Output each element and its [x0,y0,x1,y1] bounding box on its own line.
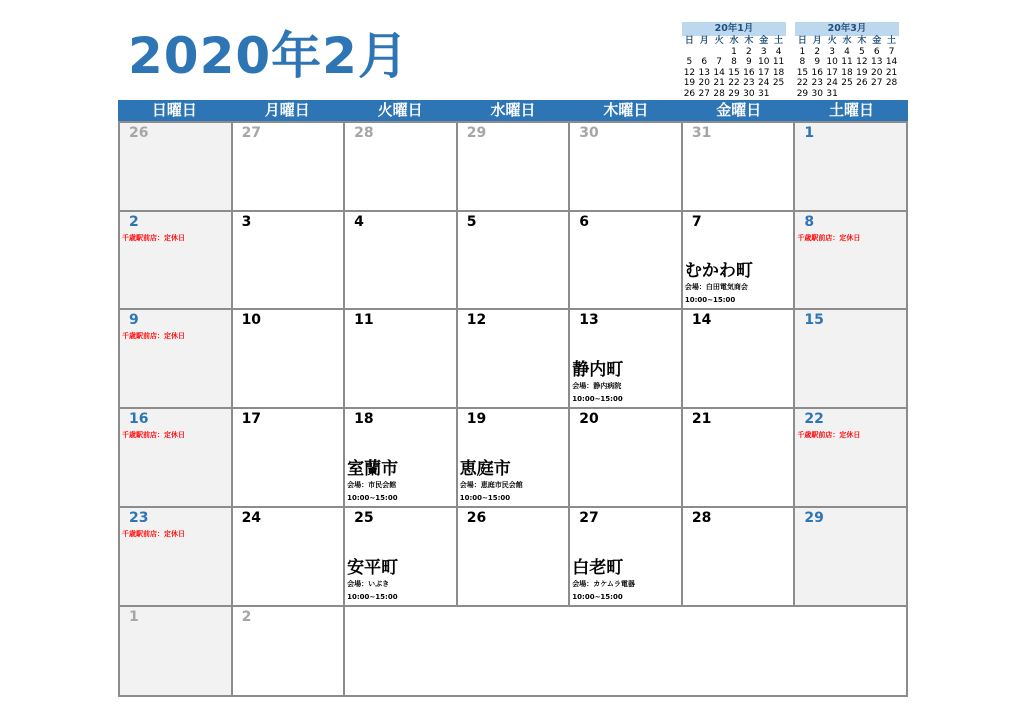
day-cell[interactable] [683,310,796,409]
mini-calendar-prev [682,22,786,100]
mini-day: 3 [760,46,767,57]
mini-day: 5 [686,57,693,68]
day-number: 27 [241,125,262,141]
mini-day: 16 [811,67,823,78]
mini-day [869,89,884,100]
day-cell[interactable] [795,123,908,212]
event-time: 10:00~15:00 [684,296,736,304]
closed-notice: 千歳駅前店：定休日 [122,530,185,538]
event-name: 恵庭市 [459,459,511,479]
mini-day: 20 [870,67,883,78]
mini-day: 14 [885,57,898,68]
mini-day: 21 [885,67,898,78]
mini-day: 6 [873,46,880,57]
mini-day: 24 [826,78,838,89]
day-number: 28 [691,510,712,526]
event-venue: 会場：恵庭市民会館 [459,481,523,489]
mini-day: 23 [743,78,755,89]
day-cell[interactable] [233,123,346,212]
day-number: 14 [691,312,712,328]
mini-calendar-next [795,22,899,100]
event-venue: 会場：いぶき [347,580,390,588]
mini-calendar-title: 20年3月 [795,22,899,36]
mini-day: 19 [683,78,696,89]
day-number: 12 [466,312,487,328]
day-cell[interactable] [795,508,908,607]
day-number: 25 [354,510,374,526]
day-number: 29 [804,510,824,526]
mini-day: 7 [888,46,895,57]
empty-area [345,607,908,697]
day-number: 1 [129,609,139,625]
mini-day: 30 [811,88,823,99]
event [347,459,398,505]
mini-weekday-label: 日 [684,36,694,46]
mini-day: 12 [856,57,868,68]
event-name: 室蘭市 [347,459,399,479]
event-time: 10:00~15:00 [572,593,623,601]
event-name: むかわ町 [684,261,753,281]
mini-weekday-label: 日 [797,36,807,46]
day-cell[interactable] [458,409,571,508]
calendar-grid [118,121,908,697]
mini-day: 22 [796,78,809,89]
mini-weekday-label: 金 [759,36,769,46]
mini-day: 3 [829,46,835,57]
mini-weekday-label: 火 [714,36,724,46]
mini-day: 30 [743,88,755,99]
day-number: 28 [354,125,374,141]
day-cell[interactable] [683,409,796,508]
mini-day: 9 [814,57,821,68]
day-cell[interactable] [570,123,683,212]
day-number: 24 [241,510,262,526]
day-cell[interactable] [120,607,233,697]
day-cell[interactable] [458,508,571,607]
day-number: 31 [691,125,712,141]
event [685,261,753,307]
day-number: 9 [129,312,139,328]
day-cell[interactable] [683,123,796,212]
event-venue: 会場：白田電気商会 [684,283,748,291]
mini-day: 28 [713,88,725,99]
day-number: 7 [691,214,702,230]
mini-day: 12 [683,67,696,78]
day-number: 8 [804,214,815,230]
day-cell[interactable] [570,409,683,508]
mini-day: 18 [772,67,785,78]
mini-day: 26 [856,78,868,89]
day-cell[interactable] [345,508,458,607]
event-time: 10:00~15:00 [572,395,623,403]
day-cell[interactable] [345,123,458,212]
mini-weekday-label: 金 [872,36,882,46]
mini-day [712,47,727,58]
day-number: 29 [466,125,487,141]
mini-day: 4 [844,46,850,57]
mini-day: 28 [885,78,898,89]
day-cell[interactable] [233,409,346,508]
mini-day: 11 [772,57,785,68]
mini-weekday-label: 月 [699,36,709,46]
mini-day: 15 [796,67,809,78]
day-number: 10 [241,312,262,328]
event [572,558,635,604]
weekday-header: 水曜日 [490,101,536,119]
event [572,360,623,406]
weekday-header: 月曜日 [264,101,310,119]
mini-day: 15 [728,67,740,78]
event [347,558,398,604]
day-cell[interactable] [795,212,908,310]
closed-notice: 千歳駅前店：定休日 [122,234,185,242]
mini-day: 24 [757,78,770,89]
day-cell[interactable] [458,310,571,409]
day-cell[interactable] [345,310,458,409]
day-cell[interactable] [120,508,233,607]
mini-weekday-label: 水 [729,36,739,46]
mini-day: 19 [856,67,868,78]
event [460,459,523,505]
event-name: 白老町 [572,558,624,578]
mini-day [682,47,697,58]
day-number: 30 [579,125,599,141]
day-number: 21 [691,411,712,427]
mini-day: 31 [826,88,838,99]
mini-day: 29 [728,88,740,99]
day-number: 13 [579,312,599,328]
event-time: 10:00~15:00 [459,494,511,502]
mini-day: 13 [870,57,883,68]
day-cell[interactable] [233,212,346,310]
day-number: 23 [129,510,149,526]
day-cell[interactable] [233,310,346,409]
event-venue: 会場：カケムラ電器 [572,580,635,588]
day-number: 2 [241,609,252,625]
mini-day: 8 [731,57,737,68]
weekday-header: 土曜日 [829,101,875,119]
weekday-header: 木曜日 [603,101,649,119]
event-venue: 会場：市民会館 [347,481,397,489]
mini-day: 29 [796,88,809,99]
mini-day: 27 [698,88,710,99]
mini-calendar-grid [682,36,786,100]
weekday-header-row [118,100,908,121]
day-cell[interactable] [120,212,233,310]
closed-notice: 千歳駅前店：定休日 [122,332,185,340]
day-cell[interactable] [345,212,458,310]
mini-day: 10 [826,57,838,68]
day-cell[interactable] [683,212,796,310]
mini-weekday-label: 月 [812,36,822,46]
mini-day: 31 [757,88,770,99]
mini-day: 27 [870,78,883,89]
mini-day: 8 [799,57,806,68]
mini-day: 17 [757,67,770,78]
mini-day: 11 [841,57,853,68]
mini-day: 25 [841,78,853,89]
mini-weekday-label: 土 [774,36,784,46]
mini-day: 18 [841,67,853,78]
mini-day: 1 [731,46,737,57]
mini-day: 20 [698,78,710,89]
mini-day [884,89,899,100]
day-number: 26 [466,510,487,526]
day-number: 18 [354,411,374,427]
mini-day [697,47,712,58]
day-number: 4 [354,214,364,230]
day-number: 3 [241,214,252,230]
day-number: 6 [579,214,590,230]
day-number: 22 [804,411,824,427]
mini-day: 17 [826,67,838,78]
day-cell[interactable] [120,310,233,409]
mini-day: 6 [701,57,708,68]
day-number: 17 [241,411,262,427]
weekday-header: 日曜日 [151,101,197,119]
day-number: 27 [579,510,599,526]
event-venue: 会場：静内病院 [572,382,622,390]
closed-notice: 千歳駅前店：定休日 [122,431,185,439]
event-time: 10:00~15:00 [347,494,398,502]
mini-day: 10 [757,57,770,68]
day-number: 20 [579,411,599,427]
mini-day: 2 [745,46,752,57]
event-name: 静内町 [572,360,624,380]
day-cell[interactable] [233,508,346,607]
mini-day: 2 [814,46,821,57]
closed-notice: 千歳駅前店：定休日 [797,234,861,242]
day-cell[interactable] [683,508,796,607]
page-title: 2020年2月 [128,27,409,85]
closed-notice: 千歳駅前店：定休日 [797,431,861,439]
mini-day: 14 [713,67,725,78]
mini-day: 16 [743,67,755,78]
day-number: 11 [354,312,374,328]
mini-day: 1 [799,46,806,57]
mini-calendar-grid [795,36,899,100]
event-name: 安平町 [347,558,399,578]
day-cell[interactable] [570,212,683,310]
day-number: 16 [129,411,149,427]
day-cell[interactable] [458,123,571,212]
day-cell[interactable] [458,212,571,310]
event-time: 10:00~15:00 [347,593,398,601]
weekday-header: 金曜日 [716,101,762,119]
mini-weekday-label: 木 [857,36,867,46]
day-cell[interactable] [570,508,683,607]
weekday-header: 火曜日 [377,101,423,119]
day-cell[interactable] [120,409,233,508]
mini-weekday-label: 水 [842,36,852,46]
month-calendar [118,100,908,697]
mini-day [854,89,869,100]
mini-day: 22 [728,78,740,89]
day-cell[interactable] [120,123,233,212]
mini-day [771,89,786,100]
day-cell[interactable] [345,409,458,508]
day-cell[interactable] [795,310,908,409]
day-cell[interactable] [570,310,683,409]
day-cell[interactable] [233,607,346,697]
mini-weekday-label: 木 [744,36,754,46]
mini-day: 26 [683,88,696,99]
mini-day: 9 [745,57,752,68]
mini-day: 4 [775,46,782,57]
mini-day: 7 [716,57,722,68]
day-cell[interactable] [795,409,908,508]
day-number: 1 [804,125,815,141]
day-number: 2 [129,214,139,230]
mini-calendar-title: 20年1月 [682,22,786,36]
mini-day: 23 [811,78,823,89]
mini-day: 21 [713,78,725,89]
day-number: 15 [804,312,824,328]
mini-day: 13 [698,67,710,78]
mini-day [840,89,855,100]
mini-weekday-label: 火 [827,36,837,46]
day-number: 5 [466,214,477,230]
mini-day: 25 [772,78,785,89]
day-number: 26 [129,125,149,141]
mini-weekday-label: 土 [887,36,897,46]
mini-day: 5 [858,46,865,57]
day-number: 19 [466,411,487,427]
